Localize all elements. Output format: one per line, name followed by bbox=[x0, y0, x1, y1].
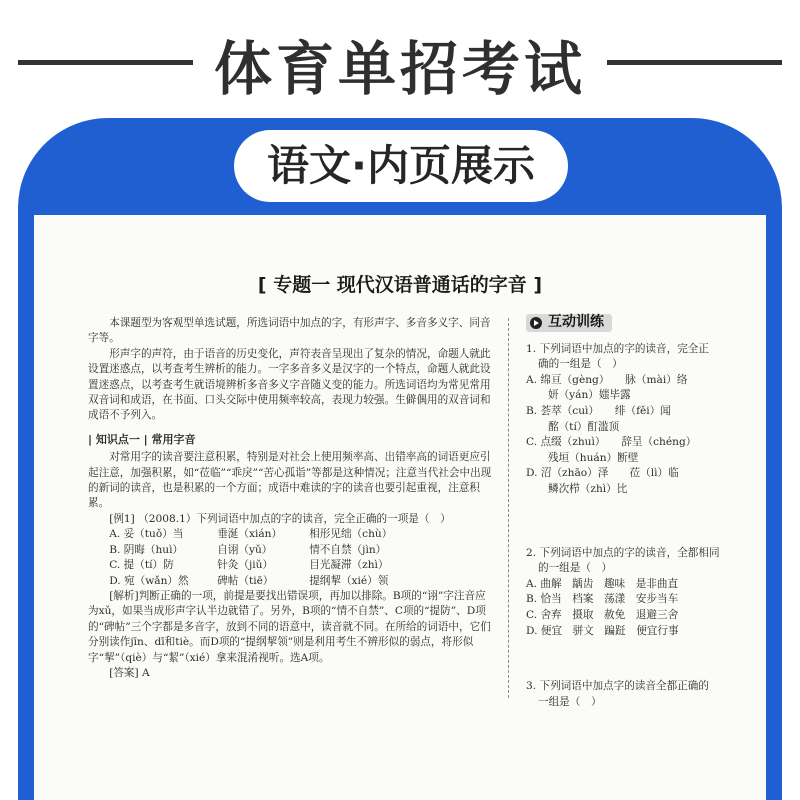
left-column bbox=[88, 316, 493, 681]
example-option-a bbox=[88, 527, 493, 542]
example-option-c bbox=[88, 558, 493, 573]
option-cell: B. 阴晦（huì） bbox=[109, 543, 184, 556]
option-cell: 目光凝滞（zhì） bbox=[309, 559, 389, 572]
option-cell: 垂涎（xián） bbox=[217, 528, 283, 541]
practice-badge bbox=[526, 314, 612, 332]
question-stem: 1. 下列词语中加点的字的读音，完全正 bbox=[526, 342, 709, 355]
option-line: B. 恰当 档案 荡漾 安步当车 bbox=[526, 593, 679, 606]
question-stem: 一组是（ ） bbox=[538, 695, 602, 708]
knowledge-point-heading: | 知识点一 | 常用字音 bbox=[88, 432, 196, 446]
right-column bbox=[526, 314, 746, 710]
option-line: C. 舍弃 摄取 赦免 退避三舍 bbox=[526, 608, 679, 621]
question-2 bbox=[526, 546, 746, 640]
option-line: 鳞次栉（zhì）比 bbox=[548, 482, 628, 495]
option-line: 妍（yán）媸毕露 bbox=[548, 389, 631, 402]
question-stem: 确的一组是（ ） bbox=[538, 358, 623, 371]
question-stem: 2. 下列词语中加点的字的读音，全都相同 bbox=[526, 546, 720, 559]
option-line: A. 绵亘（gèng） 脉（mài）络 bbox=[526, 373, 688, 386]
play-circle-icon bbox=[530, 317, 542, 329]
example-question: [例1] （2008.1）下列词语中加点的字的读音，完全正确的一项是（ ） bbox=[109, 512, 451, 525]
header bbox=[0, 0, 800, 118]
section-title: [ 专题一 现代汉语普通话的字音 ] bbox=[257, 274, 543, 296]
header-line-right bbox=[607, 60, 782, 65]
option-cell: C. 提（tí）防 bbox=[109, 559, 174, 572]
option-cell: 碑帖（tiē） bbox=[217, 574, 274, 587]
question-1 bbox=[526, 342, 746, 498]
option-cell: D. 宛（wǎn）然 bbox=[109, 574, 189, 587]
option-line: C. 点缀（zhuì） 辞呈（chéng） bbox=[526, 436, 697, 449]
page-title: 体育单招考试 bbox=[213, 35, 586, 103]
analysis-paragraph: [解析]判断正确的一项，前提是要找出错误项，再加以排除。B项的“诩”字注音应为xǔ，如果当成形声字认半边就错了。另外，B项的“情不自禁”、C项的“提防”、D项的“碑帖”三个字都是多音字，放到不同的语意中，读音就不同。在所给的词语中，它们分别读作jīn、dī和tiè。而D项的“提纲挈领”则是利用考生不辨形似的弱点，将形似字“挈”（qiè）与“絜”（xié）拿来混淆视听。选A项。 bbox=[88, 589, 491, 664]
option-cell: A. 妥（tuǒ）当 bbox=[109, 528, 184, 541]
option-line: B. 荟萃（cuì） 绯（fěi）闻 bbox=[526, 404, 671, 417]
answer-line: [答案] A bbox=[109, 666, 150, 679]
option-cell: 自诩（yǔ） bbox=[217, 543, 273, 556]
banner-label: 语文·内页展示 bbox=[234, 130, 568, 202]
option-line: D. 便宜 骈文 蹁跹 便宜行事 bbox=[526, 624, 679, 637]
option-cell: 针灸（jiǔ） bbox=[217, 559, 274, 572]
question-stem: 的一组是（ ） bbox=[538, 562, 613, 575]
example-option-d bbox=[88, 574, 493, 589]
option-cell: 情不自禁（jìn） bbox=[309, 543, 387, 556]
option-line: D. 沼（zhāo）泽 莅（lì）临 bbox=[526, 467, 679, 480]
example-option-b bbox=[88, 543, 493, 558]
option-cell: 提纲挈（xié）领 bbox=[309, 574, 389, 587]
option-line: A. 曲解 龋齿 趣味 是非曲直 bbox=[526, 577, 679, 590]
column-divider bbox=[508, 318, 509, 698]
question-stem: 3. 下列词语中加点字的读音全都正确的 bbox=[526, 680, 709, 693]
option-line: 酩（tí）酊滥顶 bbox=[548, 420, 620, 433]
option-line: 残垣（huán）断壁 bbox=[548, 451, 639, 464]
knowledge-point-paragraph: 对常用字的读音要注意积累，特别是对社会上使用频率高、出错率高的词语更应引起注意，加强积累，如“莅临”“乖戾”“苦心孤诣”等都是这种情况；注意当代社会中出现的新词的读音，也是积累的一个方面；成语中难读的字的读音也要引起重视，注意积累。 bbox=[88, 451, 492, 510]
practice-badge-label: 互动训练 bbox=[548, 314, 604, 330]
intro-paragraph-1: 本课题型为客观型单选试题，所选词语中加点的字，有形声字、多音多义字、同音字等。 bbox=[88, 317, 491, 345]
intro-paragraph-2: 形声字的声符，由于语音的历史变化，声符表音呈现出了复杂的情况，命题人就此设置迷惑点，以考查考生辨析的能力。一字多音多义是汉字的一个特点，命题人就此设置迷惑点，以考查考生就语境辨析多音多义字音随义变的能力。所选词语均为常见常用双音词和成语，在书面、口头交际中使用频率较高，表现力较强。生僻偶用的双音词和成语不予列入。 bbox=[88, 347, 491, 422]
question-3 bbox=[526, 679, 746, 710]
option-cell: 相形见绌（chù） bbox=[309, 528, 393, 541]
